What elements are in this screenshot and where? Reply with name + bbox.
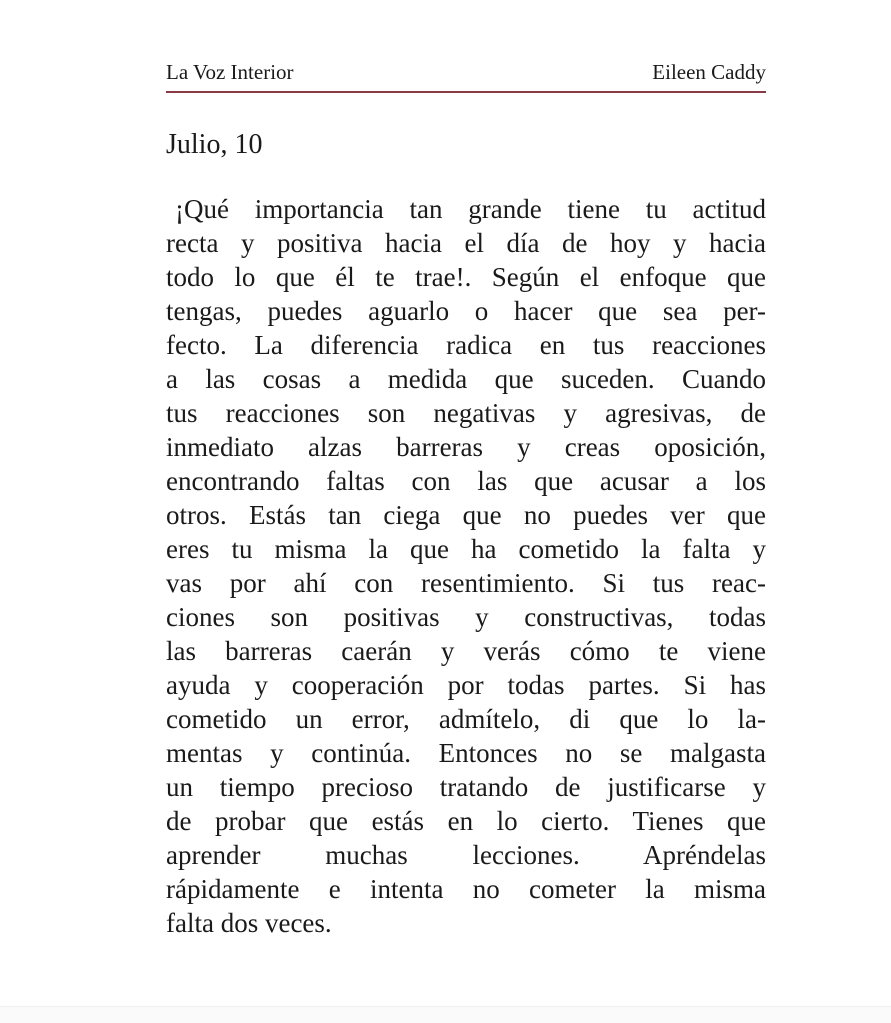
- text-line: encontrando faltas con las que acusar a los: [166, 466, 766, 496]
- text-line: inmediato alzas barreras y creas oposición,: [166, 432, 766, 462]
- text-line: a las cosas a medida que suceden. Cuando: [166, 364, 766, 394]
- text-line: falta dos veces.: [166, 908, 332, 938]
- text-line: fecto. La diferencia radica en tus reacciones: [166, 330, 766, 360]
- page-header: [166, 60, 766, 93]
- text-line: tengas, puedes aguarlo o hacer que sea per-: [166, 296, 766, 326]
- text-line: recta y positiva hacia el día de hoy y hacia: [166, 228, 766, 258]
- text-line: ¡Qué importancia tan grande tiene tu actitud: [175, 194, 766, 224]
- body-paragraph: [166, 192, 766, 940]
- text-line: ciones son positivas y constructivas, todas: [166, 602, 766, 632]
- page-bottom-shade: [0, 1006, 891, 1023]
- text-line: las barreras caerán y verás cómo te viene: [166, 636, 766, 666]
- text-line: de probar que estás en lo cierto. Tienes que: [166, 806, 766, 836]
- text-line: vas por ahí con resentimiento. Si tus reac-: [166, 568, 766, 598]
- text-line: ayuda y cooperación por todas partes. Si has: [166, 670, 766, 700]
- text-line: un tiempo precioso tratando de justificarse y: [166, 772, 766, 802]
- text-line: otros. Estás tan ciega que no puedes ver que: [166, 500, 766, 530]
- text-line: aprender muchas lecciones. Apréndelas: [166, 840, 766, 870]
- date-heading: Julio, 10: [166, 129, 263, 160]
- text-line: cometido un error, admítelo, di que lo la-: [166, 704, 766, 734]
- book-title: La Voz Interior: [166, 60, 294, 84]
- text-line: todo lo que él te trae!. Según el enfoque que: [166, 262, 766, 292]
- text-line: mentas y continúa. Entonces no se malgasta: [166, 738, 766, 768]
- page-content: [166, 60, 766, 940]
- author-name: Eileen Caddy: [652, 60, 766, 84]
- text-line: rápidamente e intenta no cometer la misma: [166, 874, 766, 904]
- text-line: tus reacciones son negativas y agresivas, de: [166, 398, 766, 428]
- text-line: eres tu misma la que ha cometido la falta y: [166, 534, 766, 564]
